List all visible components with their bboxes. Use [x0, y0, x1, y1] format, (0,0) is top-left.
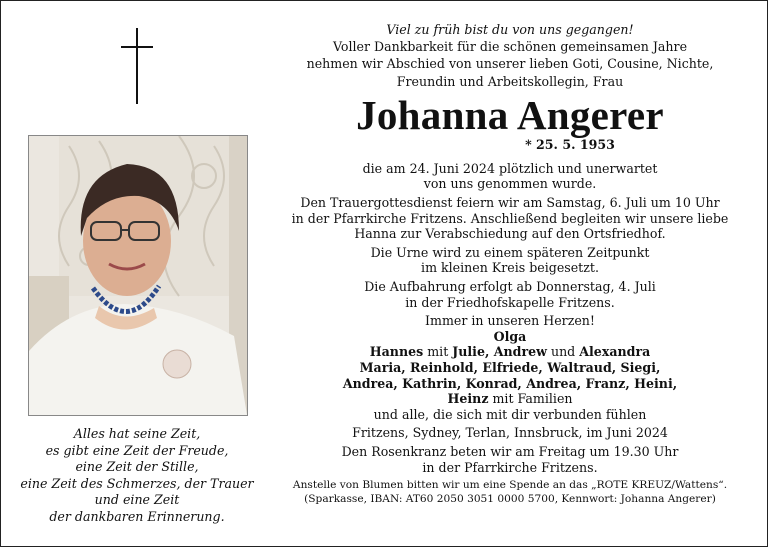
text-line: in der Friedhofskapelle Fritzens.	[405, 294, 615, 310]
text-line: Hanna zur Verabschiedung auf den Ortsfriedhof.	[354, 226, 666, 242]
left-quote	[11, 426, 263, 526]
intro-line: Voller Dankbarkeit für die schönen gemeinsamen Jahre	[332, 39, 688, 55]
quote-line: es gibt eine Zeit der Freude,	[45, 442, 229, 458]
mourner-line	[265, 391, 755, 407]
intro-line: Viel zu früh bist du von uns gegangen!	[386, 22, 634, 37]
mourner-name: Alexandra	[579, 344, 651, 360]
quote-line: Alles hat seine Zeit,	[73, 426, 201, 441]
portrait-photo	[28, 135, 248, 416]
quote-line: eine Zeit des Schmerzes, der Trauer	[20, 475, 254, 491]
deceased-name: Johanna Angerer	[356, 91, 664, 138]
place-date: Fritzens, Sydney, Terlan, Innsbruck, im Juni 2024	[352, 425, 668, 441]
connector-text: mit Familien	[488, 391, 573, 407]
quote-line: und eine Zeit	[94, 492, 180, 508]
intro-line: nehmen wir Abschied von unserer lieben Goti, Cousine, Nichte,	[306, 56, 714, 72]
notice-text	[265, 21, 755, 506]
birth-date: * 25. 5. 1953	[525, 136, 615, 152]
notice-body	[265, 161, 755, 506]
text-line: Den Trauergottesdienst feiern wir am Samstag, 6. Juli um 10 Uhr	[300, 195, 720, 210]
mourner-name: Heinz	[447, 391, 489, 407]
rosary-line: in der Pfarrkirche Fritzens.	[422, 459, 598, 475]
connector-text: mit	[423, 344, 453, 360]
mourner-line: Maria, Reinhold, Elfriede, Waltraud, Siegi,	[359, 359, 661, 375]
connector-text: und	[546, 344, 580, 360]
cross-icon	[121, 28, 153, 104]
donation-line: Anstelle von Blumen bitten wir um eine Spende an das „ROTE KREUZ/Wattens“.	[292, 479, 728, 492]
quote-line: eine Zeit der Stille,	[75, 459, 199, 475]
mourner-line	[265, 344, 755, 360]
text-line: die am 24. Juni 2024 plötzlich und unerwartet	[362, 160, 658, 176]
intro	[265, 21, 755, 90]
text-line: von uns genommen wurde.	[423, 176, 597, 192]
mourner-line: und alle, die sich mit dir verbunden fühlen	[373, 406, 647, 422]
mourner-name: Julie, Andrew	[452, 344, 547, 360]
mourner-olga: Olga	[493, 328, 527, 344]
rosary-line: Den Rosenkranz beten wir am Freitag um 19.30 Uhr	[341, 443, 679, 459]
text-line: im kleinen Kreis beigesetzt.	[421, 260, 599, 276]
mourner-name: Hannes	[369, 344, 424, 360]
quote-line: der dankbaren Erinnerung.	[49, 508, 225, 524]
intro-line: Freundin und Arbeitskollegin, Frau	[396, 73, 624, 89]
text-line: Immer in unseren Herzen!	[425, 313, 595, 329]
mourner-line: Andrea, Kathrin, Konrad, Andrea, Franz, Heini,	[342, 375, 678, 391]
text-line: in der Pfarrkirche Fritzens. Anschließend begleiten wir unsere liebe	[291, 210, 729, 226]
donation-line: (Sparkasse, IBAN: AT60 2050 3051 0000 5700, Kennwort: Johanna Angerer)	[304, 492, 716, 505]
text-line: Die Urne wird zu einem späteren Zeitpunkt	[370, 244, 650, 260]
text-line: Die Aufbahrung erfolgt ab Donnerstag, 4. Juli	[364, 278, 656, 294]
